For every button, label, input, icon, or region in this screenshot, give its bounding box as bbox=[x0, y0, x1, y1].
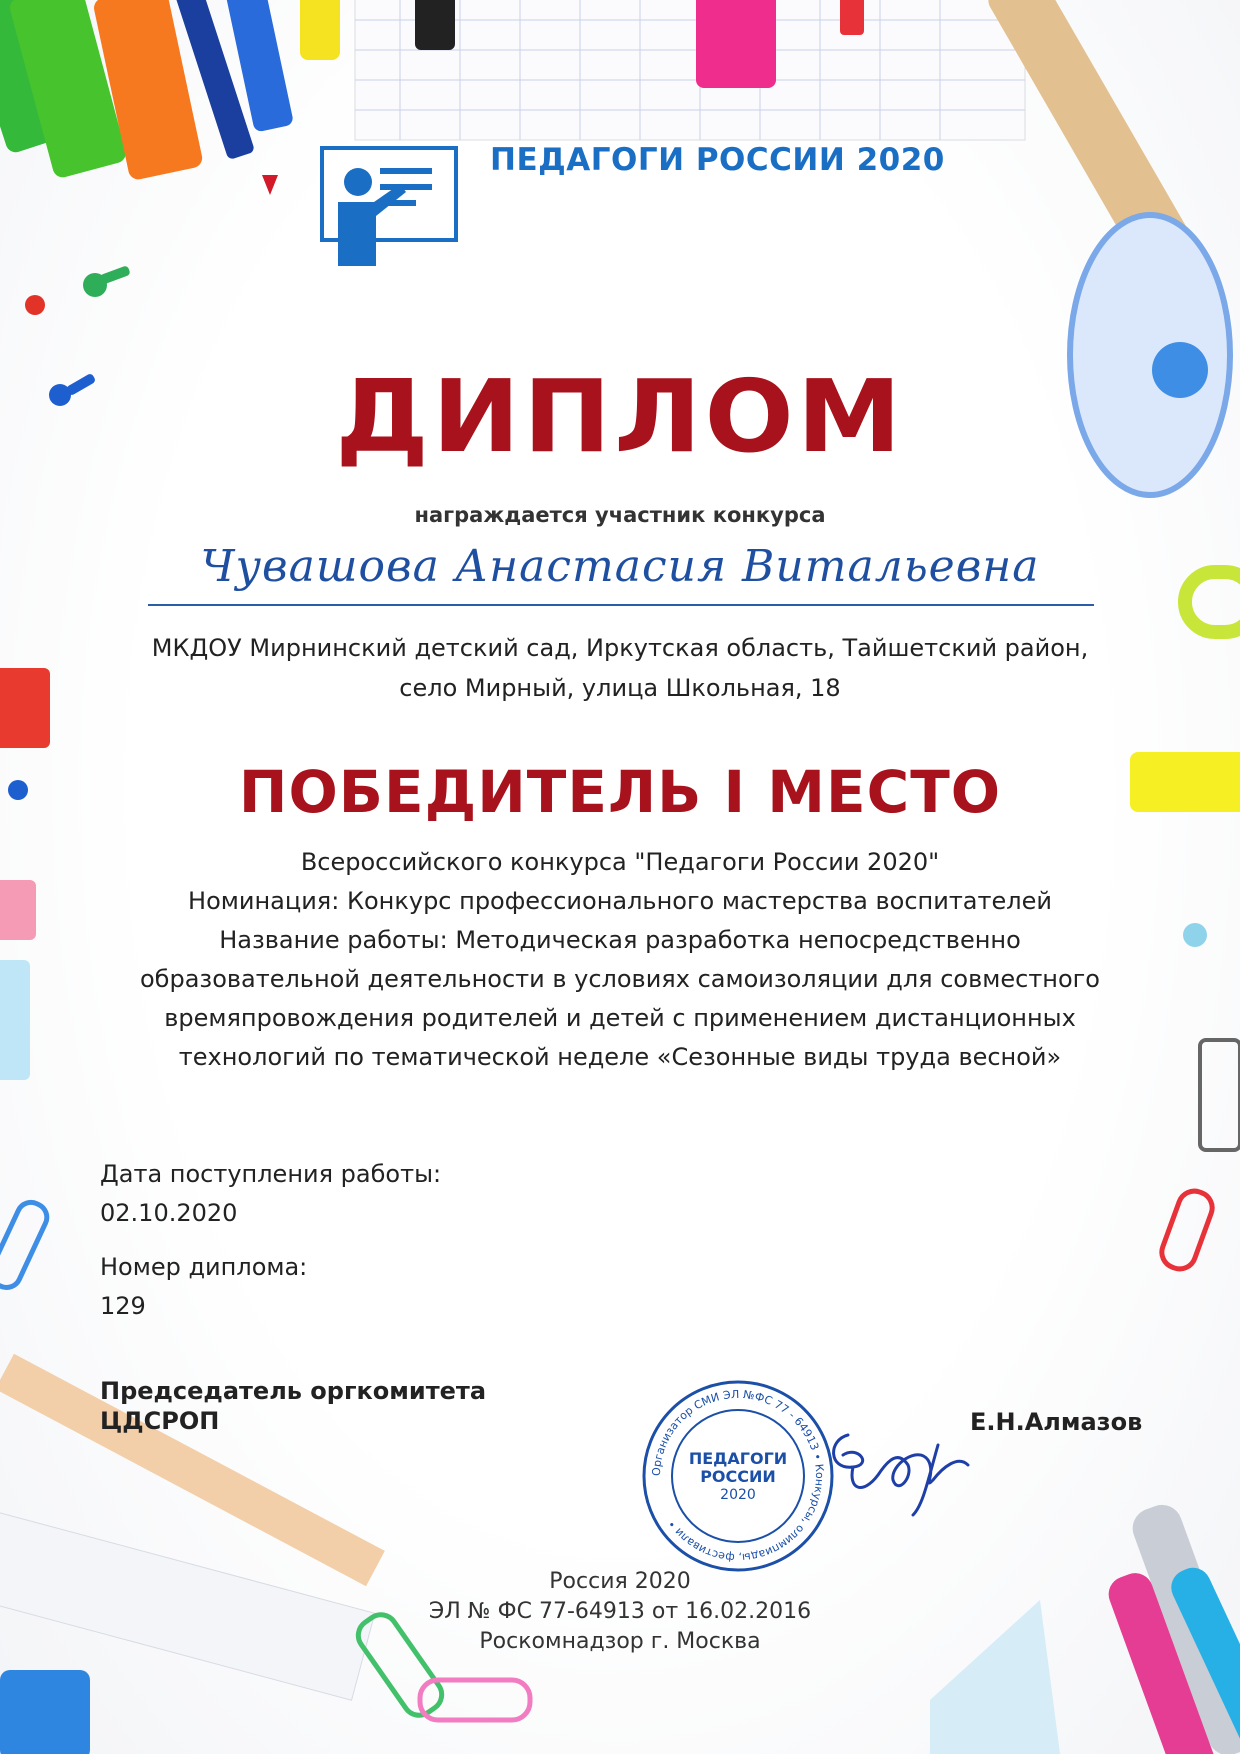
diploma-title: ДИПЛОМ bbox=[335, 358, 905, 475]
place-title: ПОБЕДИТЕЛЬ I МЕСТО bbox=[238, 758, 1002, 826]
awarded-text: награждается участник конкурса bbox=[414, 503, 826, 527]
description-line: Название работы: Методическая разработка непосредственно bbox=[219, 926, 1021, 954]
teacher-board-icon bbox=[320, 146, 460, 271]
recipient-name: Чувашова Анастасия Витальевна bbox=[200, 541, 1040, 592]
chairman-line: ЦДСРОП bbox=[100, 1407, 220, 1435]
footer-line: Россия 2020 bbox=[549, 1569, 691, 1594]
organization-stamp bbox=[640, 1378, 836, 1574]
stamp-text: РОССИИ bbox=[700, 1467, 776, 1486]
contest-description bbox=[0, 843, 1240, 1077]
description-line: образовательной деятельности в условиях самоизоляции для совместного bbox=[140, 965, 1100, 993]
submission-date-value: 02.10.2020 bbox=[100, 1199, 238, 1227]
footer-line: ЭЛ № ФС 77-64913 от 16.02.2016 bbox=[428, 1599, 812, 1624]
stamp-text: ПЕДАГОГИ bbox=[688, 1449, 788, 1468]
organization-address bbox=[0, 628, 1240, 708]
organization-line: село Мирный, улица Школьная, 18 bbox=[399, 674, 841, 702]
diploma-number-label: Номер диплома: bbox=[100, 1253, 308, 1281]
description-line: технологий по тематической неделе «Сезонные виды труда весной» bbox=[178, 1043, 1062, 1071]
organization-line: МКДОУ Мирнинский детский сад, Иркутская область, Тайшетский район, bbox=[151, 634, 1089, 662]
submission-date-label: Дата поступления работы: bbox=[100, 1160, 442, 1188]
signer-name: Е.Н.Алмазов bbox=[970, 1408, 1143, 1436]
stamp-text: 2020 bbox=[720, 1487, 756, 1503]
description-line: времяпровождения родителей и детей с применением дистанционных bbox=[164, 1004, 1076, 1032]
chairman-line: Председатель оргкомитета bbox=[100, 1377, 487, 1405]
header-logo-text: ПЕДАГОГИ РОССИИ 2020 bbox=[490, 142, 945, 178]
description-line: Номинация: Конкурс профессионального мастерства воспитателей bbox=[188, 887, 1052, 915]
stamp-ring-text: Организатор СМИ ЭЛ №ФС 77 - 64913 • Конкурсы, олимпиады, фестивали • bbox=[649, 1387, 827, 1565]
chairman-title bbox=[100, 1376, 486, 1436]
footer-line: Роскомнадзор г. Москва bbox=[479, 1629, 761, 1654]
diploma-number-value: 129 bbox=[100, 1292, 146, 1320]
name-underline bbox=[148, 604, 1094, 606]
footer-registration bbox=[0, 1567, 1240, 1657]
description-line: Всероссийского конкурса "Педагоги России 2020" bbox=[300, 848, 940, 876]
